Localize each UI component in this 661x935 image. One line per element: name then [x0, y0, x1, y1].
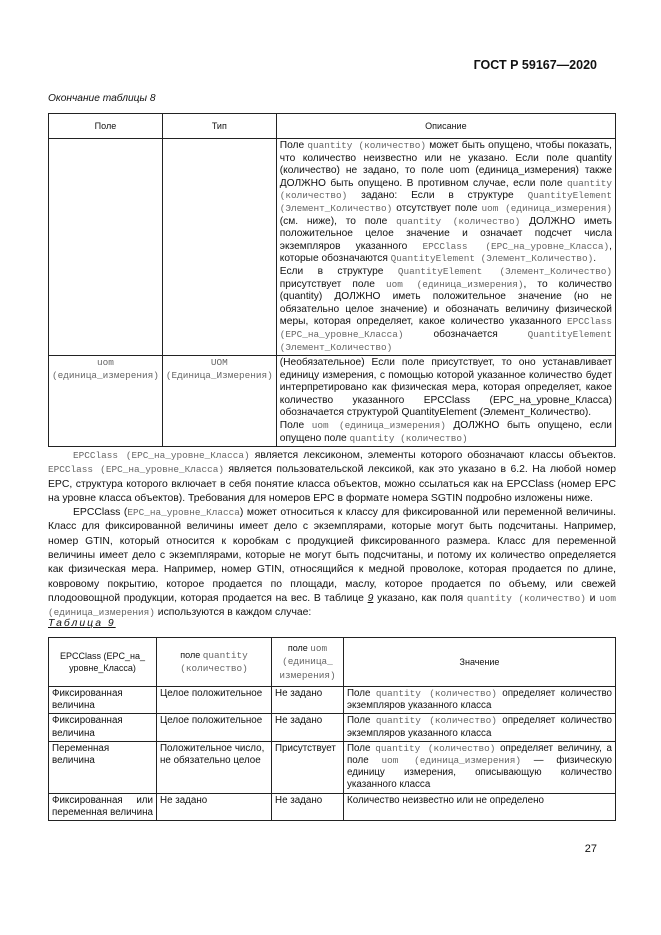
- table-cell: Положительное число, не обязательно целое: [157, 741, 272, 793]
- page-number: 27: [584, 843, 597, 855]
- code-term: quantity (количество): [375, 715, 497, 727]
- field-type-cell: UOM (Единица_Измерения): [162, 356, 276, 447]
- code-term: uom (единица_измерения): [311, 420, 446, 432]
- table-9-header-meaning: Значение: [344, 638, 616, 687]
- table-cell: Поле quantity (количество) определяет количество экземпляров указанного класса: [344, 714, 616, 741]
- code-term: QuantityElement (Элемент_Количество): [390, 253, 594, 265]
- code-term: quantity (количество): [466, 592, 586, 604]
- code-term: QuantityElement (Элемент_Количество): [279, 190, 612, 214]
- table-8: [48, 113, 616, 447]
- table-cell: Переменная величина: [49, 741, 157, 793]
- table-9: [48, 637, 616, 821]
- table-cell: Не задано: [272, 714, 344, 741]
- table-row: [49, 139, 616, 356]
- description-text: Если в структуре QuantityElement (Элемент_Количество) присутствует поле uom (единица_измерения), то количество (quantity) ДОЛЖНО иметь положительное значение (но не обязательно целое значение) и обозначать величину физической меры, которая определяет, какое количество указанного EPCClass (EPC_на_уровне_Класса) обозначается QuantityElement (Элемент_Количество): [279, 265, 612, 353]
- description-text: (Необязательное) Если поле присутствует, то оно устанавливает единицу измерения, с помощью которой указанное количество будет интерпретировано как физическая мера, которая определяет, какое количество указанного EPCClass (EPC_на_уровне_Класса) обозначается структурой QuantityElement (Элемент_Количество).: [279, 357, 612, 419]
- table-cell: Количество неизвестно или не определено: [344, 793, 616, 820]
- code-term: quantity (количество): [396, 215, 521, 227]
- document-code: ГОСТ Р 59167—2020: [473, 58, 597, 72]
- code-term: EPCClass (EPC_на_уровне_Класса): [422, 240, 610, 252]
- code-term: quantity (количество): [349, 432, 468, 444]
- field-name-cell: uom (единица_измерения): [49, 356, 163, 447]
- table-cell: Не задано: [272, 793, 344, 820]
- code-term: EPC_на_уровне_Класса: [127, 507, 240, 519]
- code-term: uom (единица_измерения): [481, 202, 612, 214]
- description-text: Поле quantity (количество) может быть опущено, чтобы показать, что количество неизвестно или не указано. Если поле quantity (количество) не задано, то поле uom (единица_измерения) также ДОЛЖНО быть опущено. В противном случае, если поле quantity (количество) задано: Если в структуре QuantityElement (Элемент_Количество) отсутствует поле uom (единица_измерения) (см. ниже), то поле quantity (количество) ДОЛЖНО иметь положительное целое значение и означает подсчет числа экземпляров указанного EPCClass (EPC_на_уровне_Класса), которые обозначаются QuantityElement (Элемент_Количество).: [279, 140, 612, 265]
- table-row: [49, 714, 616, 741]
- description-text: Поле uom (единица_измерения) ДОЛЖНО быть опущено, если опущено поле quantity (количество): [279, 420, 612, 444]
- table-cell: Присутствует: [272, 741, 344, 793]
- table-cell: [49, 139, 163, 356]
- table-8-caption: Окончание таблицы 8: [48, 93, 156, 104]
- table-cell: Поле quantity (количество) определяет величину, а поле uom (единица_измерения) — физическую единицу измерения, описывающую количество указанного класса: [344, 741, 616, 793]
- table-cell: Фиксированная или переменная величина: [49, 793, 157, 820]
- table-8-header-type: Тип: [162, 114, 276, 139]
- code-term: uom (единица_измерения): [48, 592, 616, 619]
- table-9-header-uom: поле uom (единица_ измерения): [272, 638, 344, 687]
- code-term: quantity (количество): [279, 177, 612, 202]
- table-cell: Целое положительное: [157, 687, 272, 714]
- table-cell-description: [276, 356, 615, 447]
- table-8-header-field: Поле: [49, 114, 163, 139]
- table-cell: Не задано: [272, 687, 344, 714]
- table-cell: Целое положительное: [157, 714, 272, 741]
- table-row: [49, 793, 616, 820]
- table-cell: Фиксированная величина: [49, 687, 157, 714]
- code-term: quantity (количество): [375, 742, 496, 754]
- code-term: QuantityElement (Элемент_Количество): [397, 265, 612, 277]
- table-cell: Поле quantity (количество) определяет количество экземпляров указанного класса: [344, 687, 616, 714]
- table-8-header-row: [49, 114, 616, 139]
- body-text: [48, 449, 616, 621]
- table-cell: Фиксированная величина: [49, 714, 157, 741]
- table-row: [49, 741, 616, 793]
- paragraph: EPCClass (EPC_на_уровне_Класса) является лексиконом, элементы которого обозначают классы объектов. EPCClass (EPC_на_уровне_Класса) является пользовательской лексикой, как это указано в 6.2. На любой номер EPC, структура которого включает в себя понятие класса объектов, можно ссылаться как на EPCClass (номер EPC на уровне класса объектов). Требования для номеров EPC в формате номера SGTIN подробно изложены ниже.: [48, 450, 616, 504]
- table-cell-description: [276, 139, 615, 356]
- code-term: EPCClass (EPC_на_уровне_Класса): [48, 464, 224, 476]
- code-term: EPCClass (EPC_на_уровне_Класса): [73, 450, 250, 461]
- code-term: quantity (количество): [375, 688, 497, 699]
- table-row: [49, 356, 616, 447]
- table-9-header-quantity: поле quantity (количество): [157, 638, 272, 687]
- code-term: uom (единица_измерения): [385, 278, 524, 290]
- paragraph: EPCClass (EPC_на_уровне_Класса) может относиться к классу для фиксированной или переменной величины. Класс для фиксированной величины имеет дело с экземплярами, которые могут быть подсчитаны. Например, номер GTIN, который относится к коробкам с продукцией фиксированного размера. Класс для переменной величины имеет дело с экземплярами, которые не могут быть подсчитаны, и потому их количество определяется как физическая мера. Например, номер GTIN, относящийся к медной проволоке, которая продается по длине, ковровому покрытию, которое продается по площади, маслу, которое продается по объему, или свежей плодоовощной продукции, которая продается на вес. В таблице 9 указано, как поля quantity (количество) и uom (единица_измерения) используются в каждом случае:: [48, 507, 616, 619]
- table-row: [49, 687, 616, 714]
- code-term: uom (единица_ измерения): [279, 643, 336, 681]
- table-cell: [162, 139, 276, 356]
- table-cell: Не задано: [157, 793, 272, 820]
- code-term: EPCClass (EPC_на_уровне_Класса): [279, 316, 612, 340]
- table-reference: 9: [367, 592, 374, 604]
- code-term: quantity (количество): [307, 140, 426, 151]
- table-8-header-description: Описание: [276, 114, 615, 139]
- code-term: quantity (количество): [180, 649, 248, 674]
- code-term: uom (единица_измерения): [381, 755, 521, 767]
- table-9-header-row: [49, 638, 616, 687]
- table-9-header-epcclass: EPCClass (EPC_на_ уровне_Класса): [49, 638, 157, 687]
- table-9-caption: Таблица 9: [48, 618, 116, 629]
- code-term: QuantityElement (Элемент_Количество): [279, 328, 612, 353]
